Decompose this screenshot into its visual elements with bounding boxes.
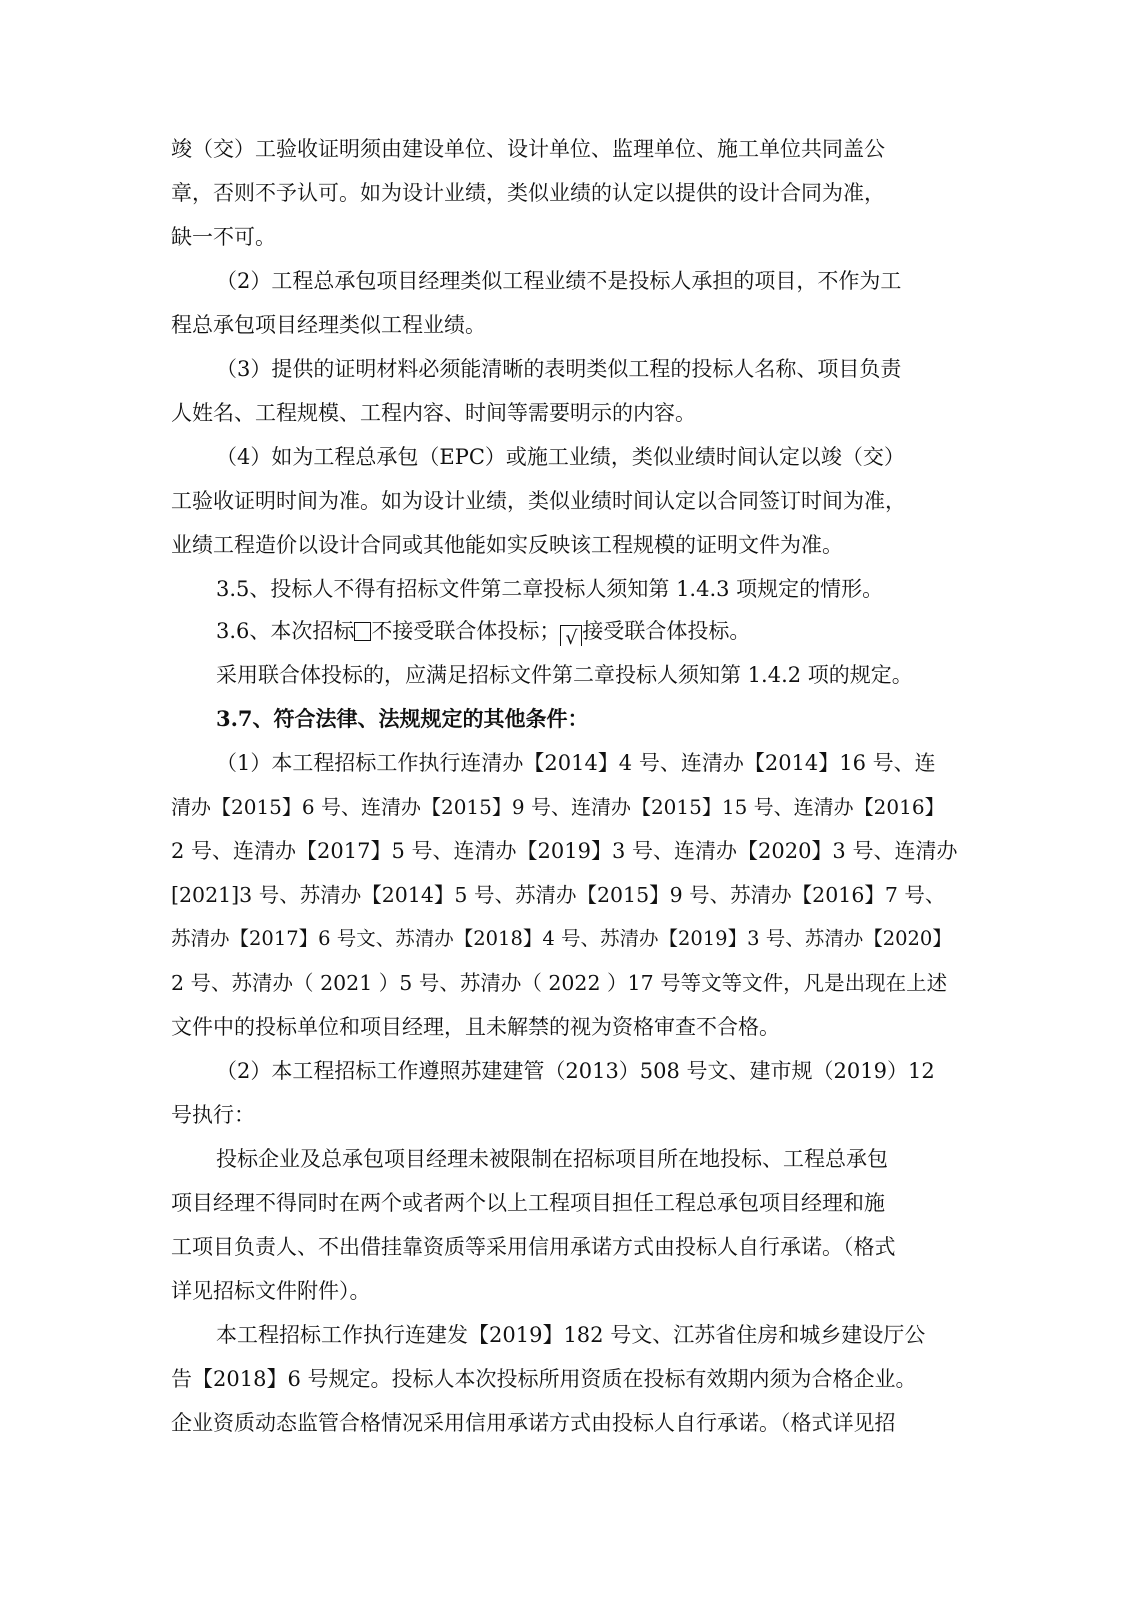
text-line: （1）本工程招标工作执行连清办【2014】4 号、连清办【2014】16 号、连 <box>216 751 936 775</box>
text-line: 告【2018】6 号规定。投标人本次投标所用资质在投标有效期内须为合格企业。 <box>171 1367 917 1391</box>
text-line: 章，否则不予认可。如为设计业绩，类似业绩的认定以提供的设计合同为准， <box>171 181 885 205</box>
text-line: 清办【2015】6 号、连清办【2015】9 号、连清办【2015】15 号、连清办【2016】 <box>171 795 945 819</box>
text-line: 企业资质动态监管合格情况采用信用承诺方式由投标人自行承诺。（格式详见招 <box>171 1411 896 1435</box>
text-line: 工验收证明时间为准。如为设计业绩，类似业绩时间认定以合同签订时间为准， <box>171 489 906 513</box>
joint-bid-line <box>216 616 961 646</box>
text-line: [2021]3 号、苏清办【2014】5 号、苏清办【2015】9 号、苏清办【2016】7 号、 <box>171 883 946 907</box>
text-line: 缺一不可。 <box>171 225 276 249</box>
text-line: 程总承包项目经理类似工程业绩。 <box>171 313 486 337</box>
text-line: （3）提供的证明材料必须能清晰的表明类似工程的投标人名称、项目负责 <box>216 357 902 381</box>
checkbox-accept[interactable]: √ <box>560 625 582 646</box>
text-line: 文件中的投标单位和项目经理，且未解禁的视为资格审查不合格。 <box>171 1015 780 1039</box>
text-line: 号执行： <box>171 1103 255 1127</box>
text-line: 3.5、投标人不得有招标文件第二章投标人须知第 1.4.3 项规定的情形。 <box>216 577 884 601</box>
text-line: 苏清办【2017】6 号文、苏清办【2018】4 号、苏清办【2019】3 号、苏清办【2020】 <box>171 927 952 950</box>
text-line: 详见招标文件附件）。 <box>171 1279 371 1303</box>
text-line: 竣（交）工验收证明须由建设单位、设计单位、监理单位、施工单位共同盖公 <box>171 137 885 161</box>
text-line: 工项目负责人、不出借挂靠资质等采用信用承诺方式由投标人自行承诺。（格式 <box>171 1235 896 1259</box>
text-line: 投标企业及总承包项目经理未被限制在招标项目所在地投标、工程总承包 <box>216 1147 888 1171</box>
text-line: （2）本工程招标工作遵照苏建建管（2013）508 号文、建市规（2019）12 <box>216 1059 935 1083</box>
text-line: 采用联合体投标的，应满足招标文件第二章投标人须知第 1.4.2 项的规定。 <box>216 663 913 687</box>
option-not-accept-label: 不接受联合体投标； <box>371 619 561 643</box>
text-line: 项目经理不得同时在两个或者两个以上工程项目担任工程总承包项目经理和施 <box>171 1191 885 1215</box>
joint-bid-prefix: 3.6、本次招标 <box>216 619 355 643</box>
text-line: （2）工程总承包项目经理类似工程业绩不是投标人承担的项目，不作为工 <box>216 269 902 293</box>
section-heading: 3.7、符合法律、法规规定的其他条件： <box>216 706 589 731</box>
text-line: 人姓名、工程规模、工程内容、时间等需要明示的内容。 <box>171 401 696 425</box>
text-line: 2 号、连清办【2017】5 号、连清办【2019】3 号、连清办【2020】3 号、连清办 <box>171 839 958 863</box>
text-line: 本工程招标工作执行连建发【2019】182 号文、江苏省住房和城乡建设厅公 <box>216 1323 926 1347</box>
text-line: （4）如为工程总承包（EPC）或施工业绩，类似业绩时间认定以竣（交） <box>216 445 905 469</box>
option-accept-label: 接受联合体投标。 <box>582 619 751 643</box>
checkbox-not-accept[interactable] <box>354 622 371 641</box>
text-line: 业绩工程造价以设计合同或其他能如实反映该工程规模的证明文件为准。 <box>171 533 843 557</box>
text-line: 2 号、苏清办（ 2021 ）5 号、苏清办（ 2022 ）17 号等文等文件，凡是出现在上述 <box>171 971 948 995</box>
